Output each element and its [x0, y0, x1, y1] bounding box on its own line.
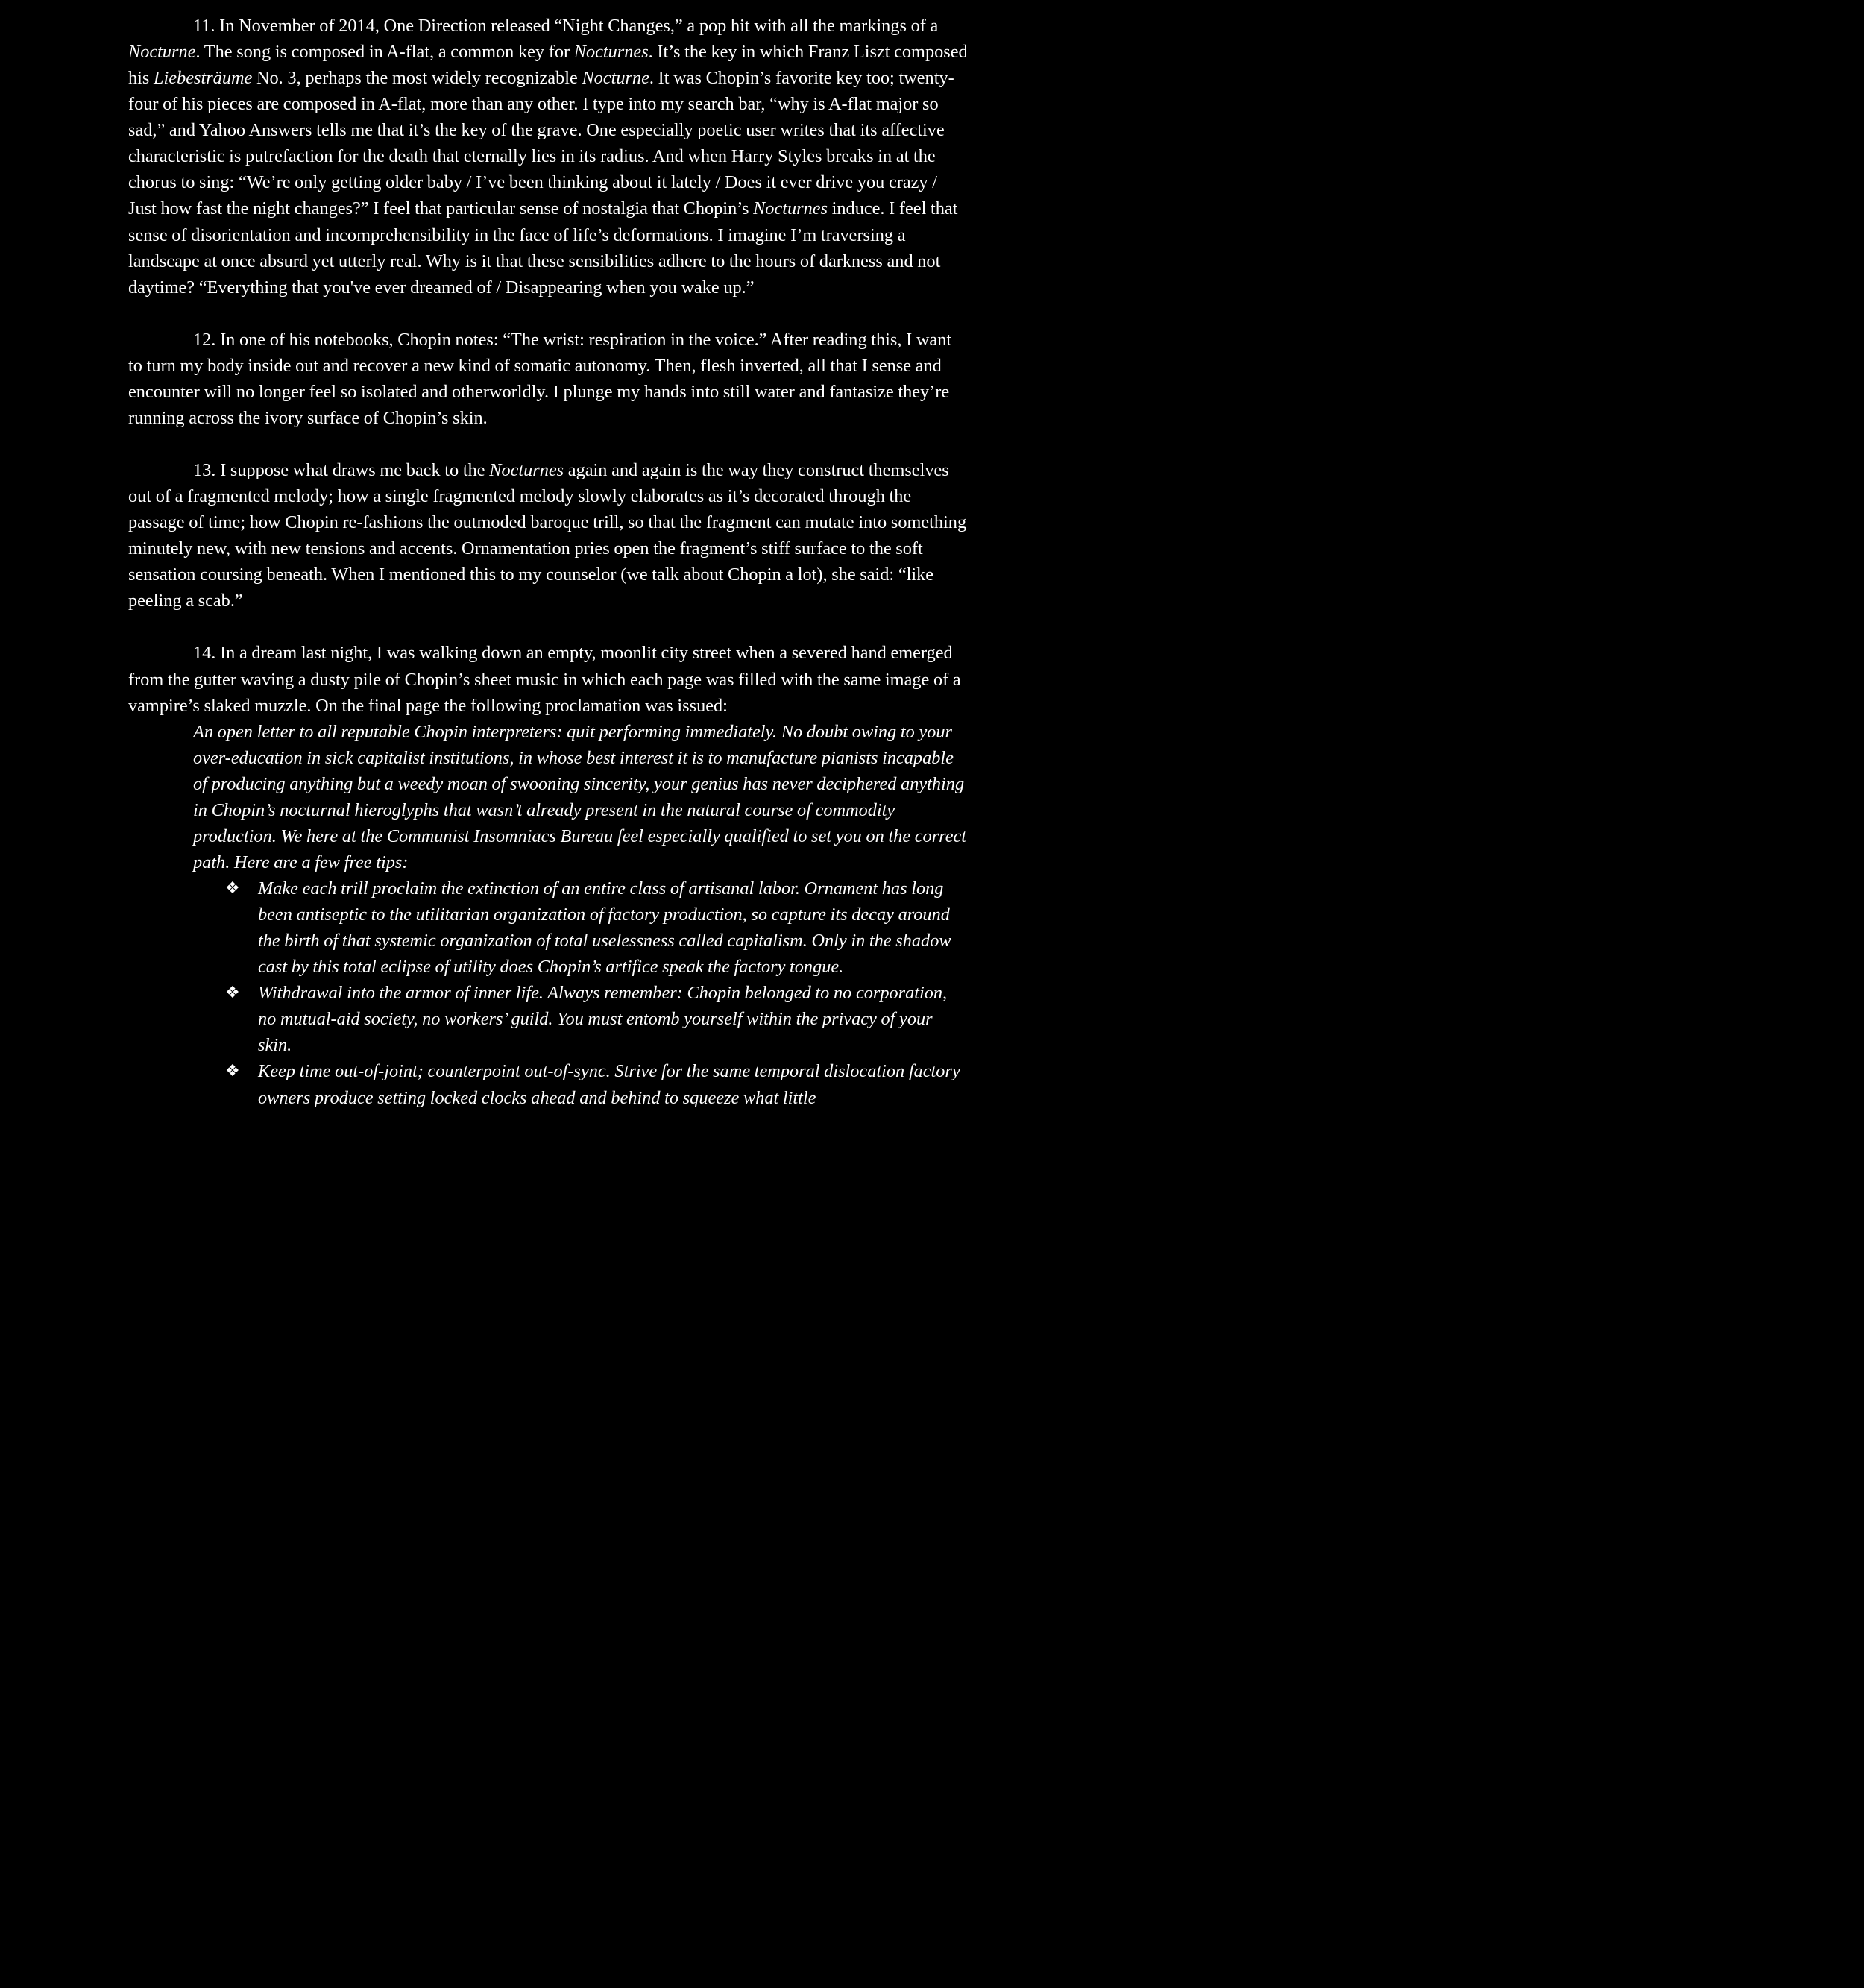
- paragraph-number: 12.: [193, 329, 216, 350]
- tip-text: Make each trill proclaim the extinction of an entire class of artisanal labor. Ornament has long been antiseptic to the utilitarian organization of factory production, so capture its decay around the birth of that systemic organization of total uselessness called capitalism. Only in the shadow cast by this total eclipse of utility does Chopin’s artifice speak the factory tongue.: [258, 878, 951, 978]
- paragraph-11: [128, 13, 968, 301]
- open-letter-quote: An open letter to all reputable Chopin interpreters: quit performing immediately. No doubt owing to your over-education in sick capitalist institutions, in whose best interest it is to manufacture pianists incapable of producing anything but a weedy moan of swooning sincerity, your genius has never deciphered anything in Chopin’s nocturnal hieroglyphs that wasn’t already present in the natural course of commodity production. We here at the Communist Insomniacs Bureau feel especially qualified to set you on the correct path. Here are a few free tips:: [193, 721, 967, 872]
- paragraph-13: [128, 457, 968, 614]
- diamond-bullet-icon: ❖: [225, 984, 240, 1003]
- essay-body: [128, 13, 968, 1111]
- paragraph-number: 11.: [193, 16, 215, 36]
- tip-text: Withdrawal into the armor of inner life. Always remember: Chopin belonged to no corporation, no mutual-aid society, no workers’ guild. You must entomb yourself within the privacy of your skin.: [258, 983, 948, 1056]
- paragraph-text: In November of 2014, One Direction released “Night Changes,” a pop hit with all the markings of a Nocturne. The song is composed in A-flat, a common key for Nocturnes. It’s the key in which Franz Liszt composed his Liebesträume No. 3, perhaps the most widely recognizable Nocturne. It was Chopin’s favorite key too; twenty-four of his pieces are composed in A-flat, more than any other. I type into my search bar, “why is A-flat major so sad,” and Yahoo Answers tells me that it’s the key of the grave. One especially poetic user writes that its affective characteristic is putrefaction for the death that eternally lies in its radius. And when Harry Styles breaks in at the chorus to sing: “We’re only getting older baby / I’ve been thinking about it lately / Does it ever drive you crazy / Just how fast the night changes?” I feel that particular sense of nostalgia that Chopin’s Nocturnes induce. I feel that sense of disorientation and incomprehensibility in the face of life’s deformations. I imagine I’m traversing a landscape at once absurd yet utterly real. Why is it that these sensibilities adhere to the hours of darkness and not daytime? “Everything that you've ever dreamed of / Disappearing when you wake up.”: [128, 16, 968, 298]
- diamond-bullet-icon: ❖: [225, 879, 240, 899]
- diamond-bullet-icon: ❖: [225, 1062, 240, 1081]
- list-item: [225, 1058, 968, 1110]
- paragraph-14: [128, 640, 968, 718]
- paragraph-number: 14.: [193, 643, 216, 664]
- tip-text: Keep time out-of-joint; counterpoint out-of-sync. Strive for the same temporal dislocation factory owners produce setting locked clocks ahead and behind to squeeze what little: [258, 1061, 960, 1108]
- paragraph-text: I suppose what draws me back to the Nocturnes again and again is the way they construct themselves out of a fragmented melody; how a single fragmented melody slowly elaborates as it’s decorated through the passage of time; how Chopin re-fashions the outmoded baroque trill, so that the fragment can mutate into something minutely new, with new tensions and accents. Ornamentation pries open the fragment’s stiff surface to the soft sensation coursing beneath. When I mentioned this to my counselor (we talk about Chopin a lot), she said: “like peeling a scab.”: [128, 460, 967, 611]
- list-item: [225, 875, 968, 980]
- paragraph-text: In a dream last night, I was walking down an empty, moonlit city street when a severed hand emerged from the gutter waving a dusty pile of Chopin’s sheet music in which each page was filled with the same image of a vampire’s slaked muzzle. On the final page the following proclamation was issued:: [128, 643, 961, 716]
- list-item: [225, 980, 968, 1058]
- tips-list: [128, 875, 968, 1111]
- paragraph-12: [128, 327, 968, 431]
- paragraph-text: In one of his notebooks, Chopin notes: “The wrist: respiration in the voice.” After reading this, I want to turn my body inside out and recover a new kind of somatic autonomy. Then, flesh inverted, all that I sense and encounter will no longer feel so isolated and otherworldly. I plunge my hands into still water and fantasize they’re running across the ivory surface of Chopin’s skin.: [128, 329, 952, 428]
- paragraph-number: 13.: [193, 460, 216, 481]
